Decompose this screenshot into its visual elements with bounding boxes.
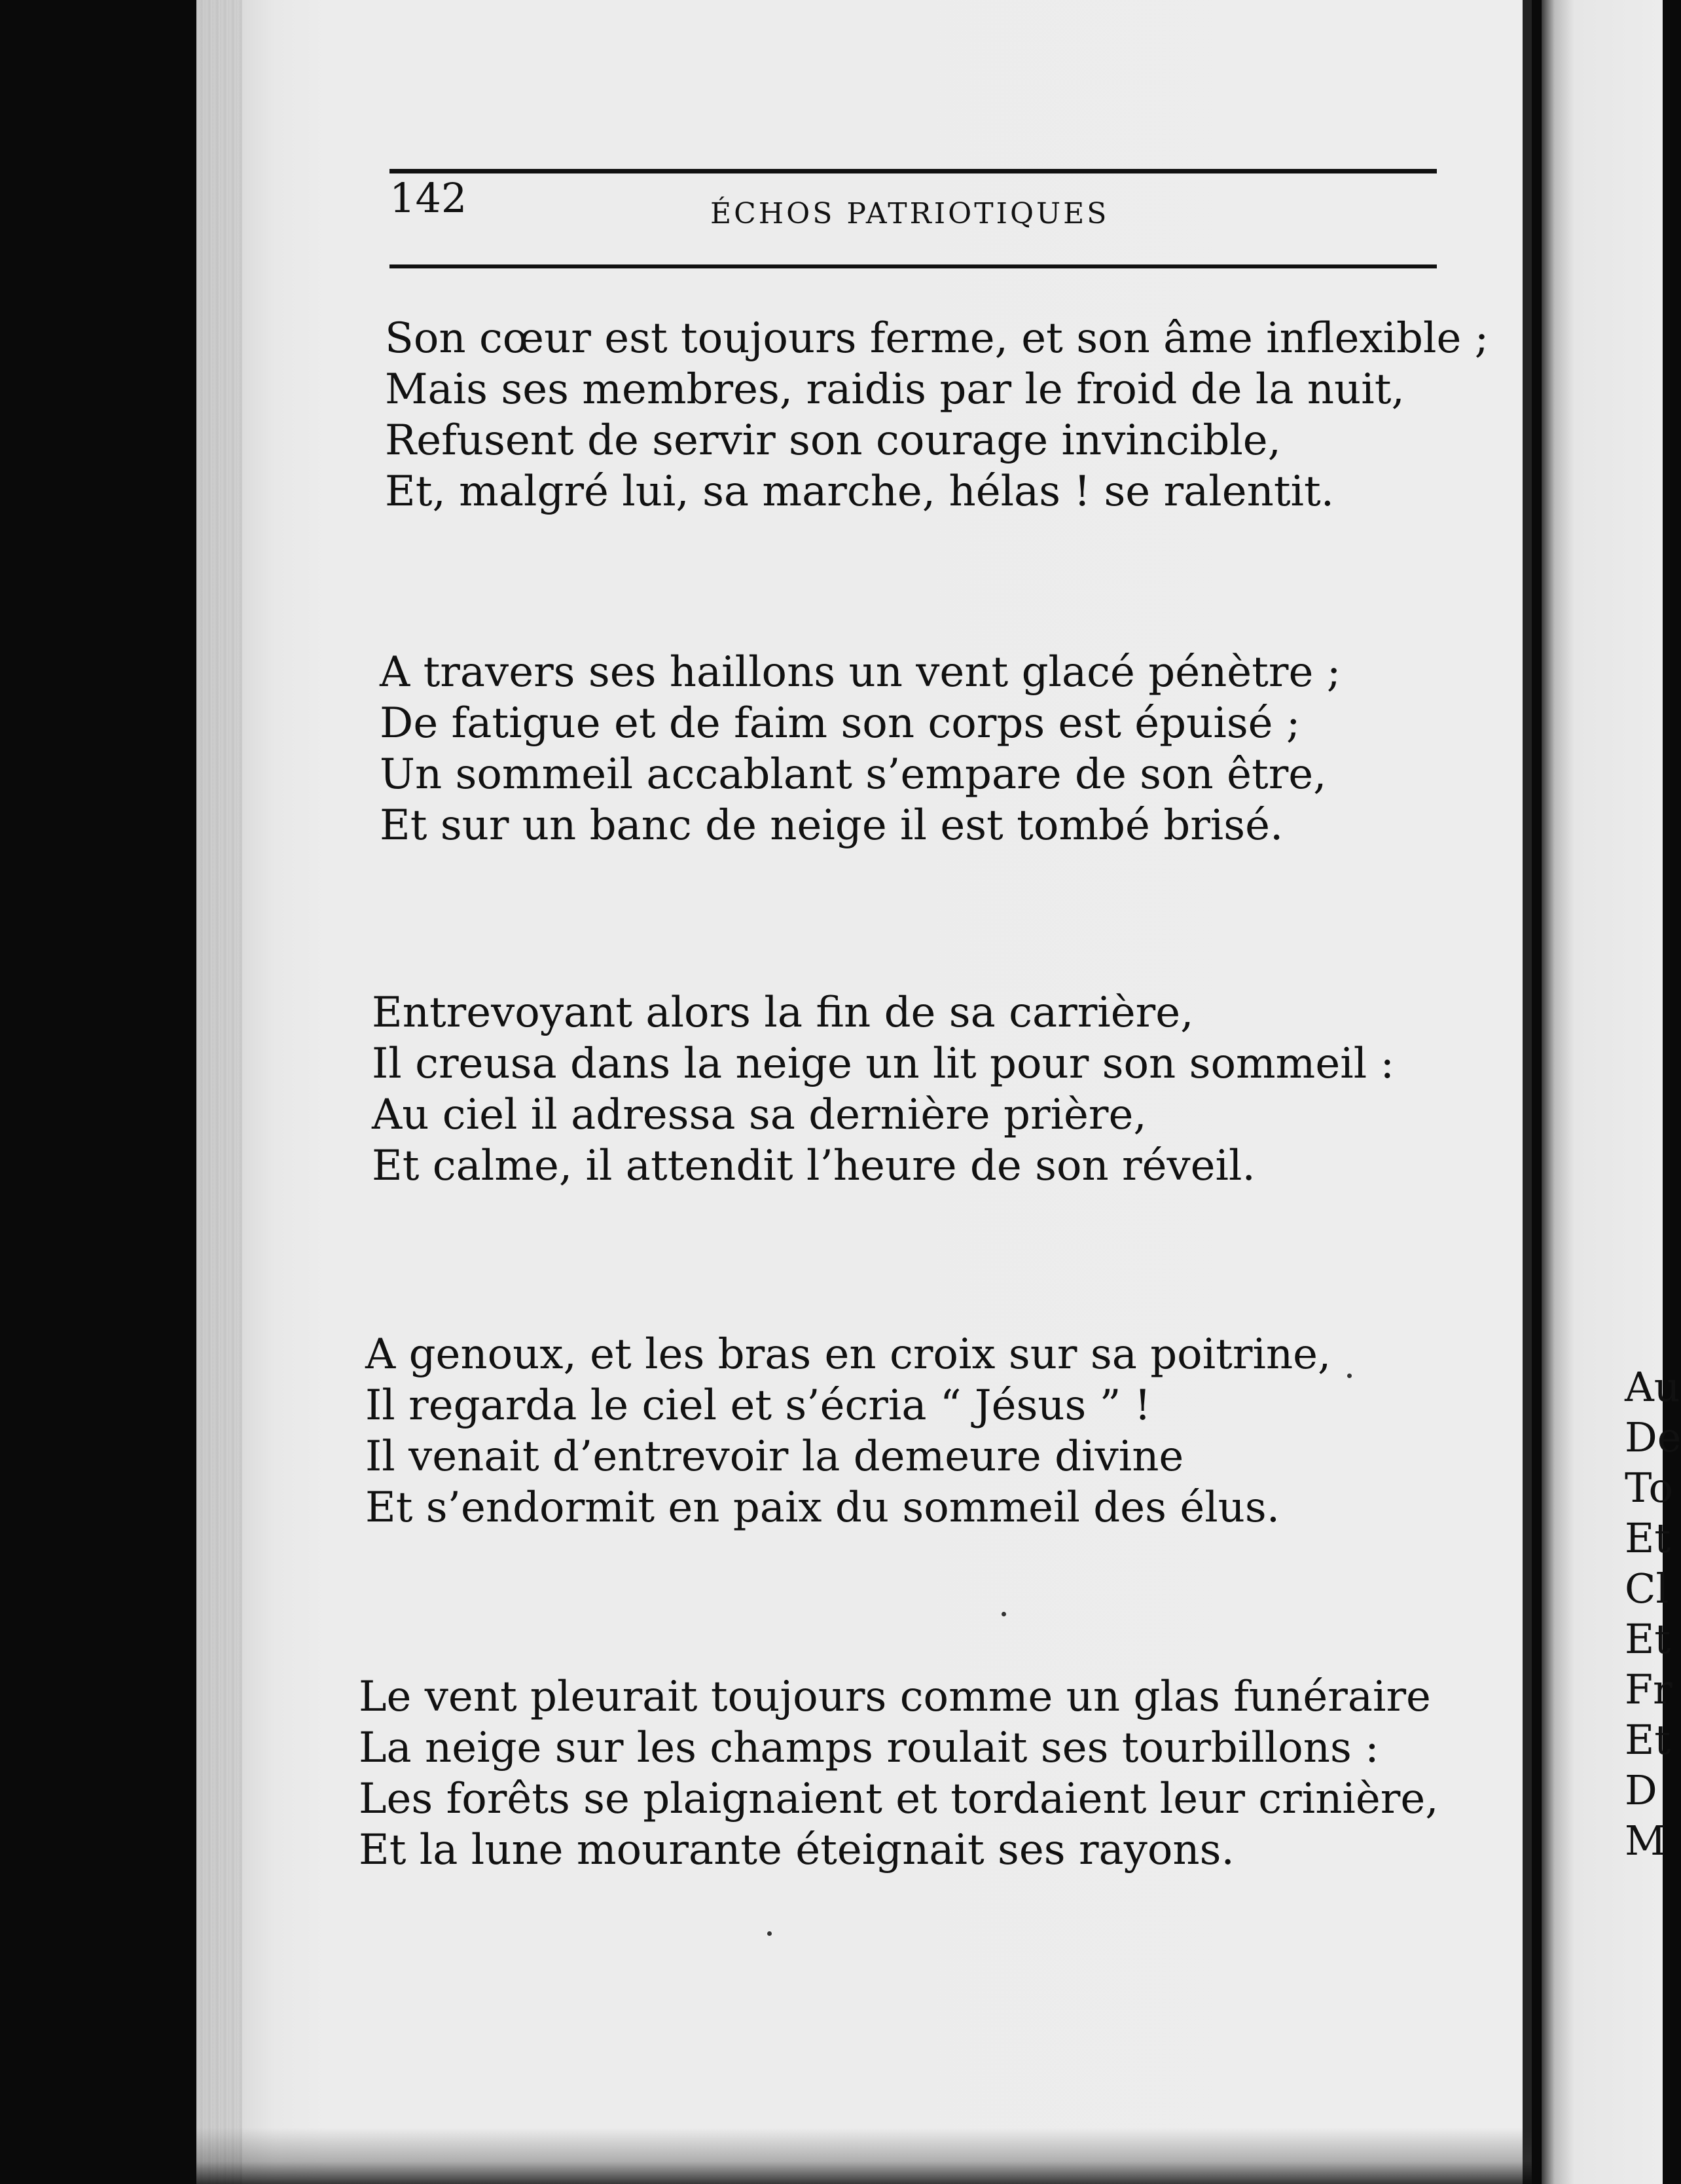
- verse-line: La neige sur les champs roulait ses tourbillons :: [359, 1724, 1379, 1772]
- verse-line: Il creusa dans la neige un lit pour son sommeil :: [372, 1040, 1395, 1088]
- verse-line: Et s’endormit en paix du sommeil des élus.: [365, 1483, 1280, 1532]
- stanza-2: [380, 647, 1341, 851]
- verse-line: Entrevoyant alors la fin de sa carrière,: [372, 989, 1194, 1037]
- print-speck: [1002, 1612, 1006, 1616]
- verse-line: Et calme, il attendit l’heure de son réveil.: [372, 1142, 1256, 1190]
- verse-line: A genoux, et les bras en croix sur sa poitrine,: [365, 1330, 1331, 1379]
- verse-line: Il venait d’entrevoir la demeure divine: [365, 1432, 1184, 1481]
- verse-line: Son cœur est toujours ferme, et son âme inflexible ;: [385, 314, 1489, 363]
- verse-line: Au ciel il adressa sa dernière prière,: [372, 1091, 1147, 1139]
- facing-page-fragment: Et: [1625, 1716, 1671, 1764]
- verse-line: Les forêts se plaignaient et tordaient leur crinière,: [359, 1775, 1439, 1823]
- verse-line: Et, malgré lui, sa marche, hélas ! se ralentit.: [385, 467, 1335, 516]
- verse-line: Et sur un banc de neige il est tombé brisé.: [380, 801, 1284, 850]
- running-title: ÉCHOS PATRIOTIQUES: [710, 197, 1110, 230]
- facing-page-fragment: Au: [1625, 1363, 1680, 1411]
- verse-line: Le vent pleurait toujours comme un glas funéraire: [359, 1673, 1431, 1721]
- verse-line: Mais ses membres, raidis par le froid de la nuit,: [385, 365, 1405, 414]
- facing-page-fragment: De: [1625, 1413, 1681, 1461]
- facing-page-fragment: Et: [1625, 1514, 1671, 1562]
- facing-page-fragment: Et: [1625, 1615, 1671, 1663]
- facing-page-fragment: Fr: [1625, 1665, 1672, 1713]
- header-rule-bottom: [389, 264, 1437, 268]
- stanza-4: [365, 1329, 1331, 1533]
- page-bottom-shadow: [196, 2128, 1532, 2184]
- facing-page-fragment: M: [1625, 1817, 1667, 1865]
- page-edge-shading: [196, 0, 242, 2184]
- print-speck: [1347, 1374, 1352, 1378]
- facing-page-fragment: D: [1625, 1766, 1657, 1814]
- facing-page-text: [1625, 1362, 1681, 1866]
- verse-line: Et la lune mourante éteignait ses rayons.: [359, 1826, 1235, 1874]
- verse-line: Il regarda le ciel et s’écria “ Jésus ” !: [365, 1381, 1151, 1430]
- verse-line: Un sommeil accablant s’empare de son être,: [380, 750, 1327, 799]
- stanza-3: [372, 987, 1394, 1192]
- facing-page-fragment: Cl: [1625, 1565, 1669, 1612]
- stanza-5: [359, 1671, 1439, 1876]
- facing-page-fragment: To: [1625, 1464, 1673, 1512]
- page-number: 142: [389, 174, 467, 222]
- stanza-1: [385, 313, 1489, 517]
- print-speck: [767, 1931, 772, 1936]
- header-rule-top: [389, 169, 1437, 173]
- verse-line: A travers ses haillons un vent glacé pénètre ;: [380, 648, 1341, 697]
- verse-line: De fatigue et de faim son corps est épuisé ;: [380, 699, 1301, 748]
- verse-line: Refusent de servir son courage invincible,: [385, 416, 1281, 465]
